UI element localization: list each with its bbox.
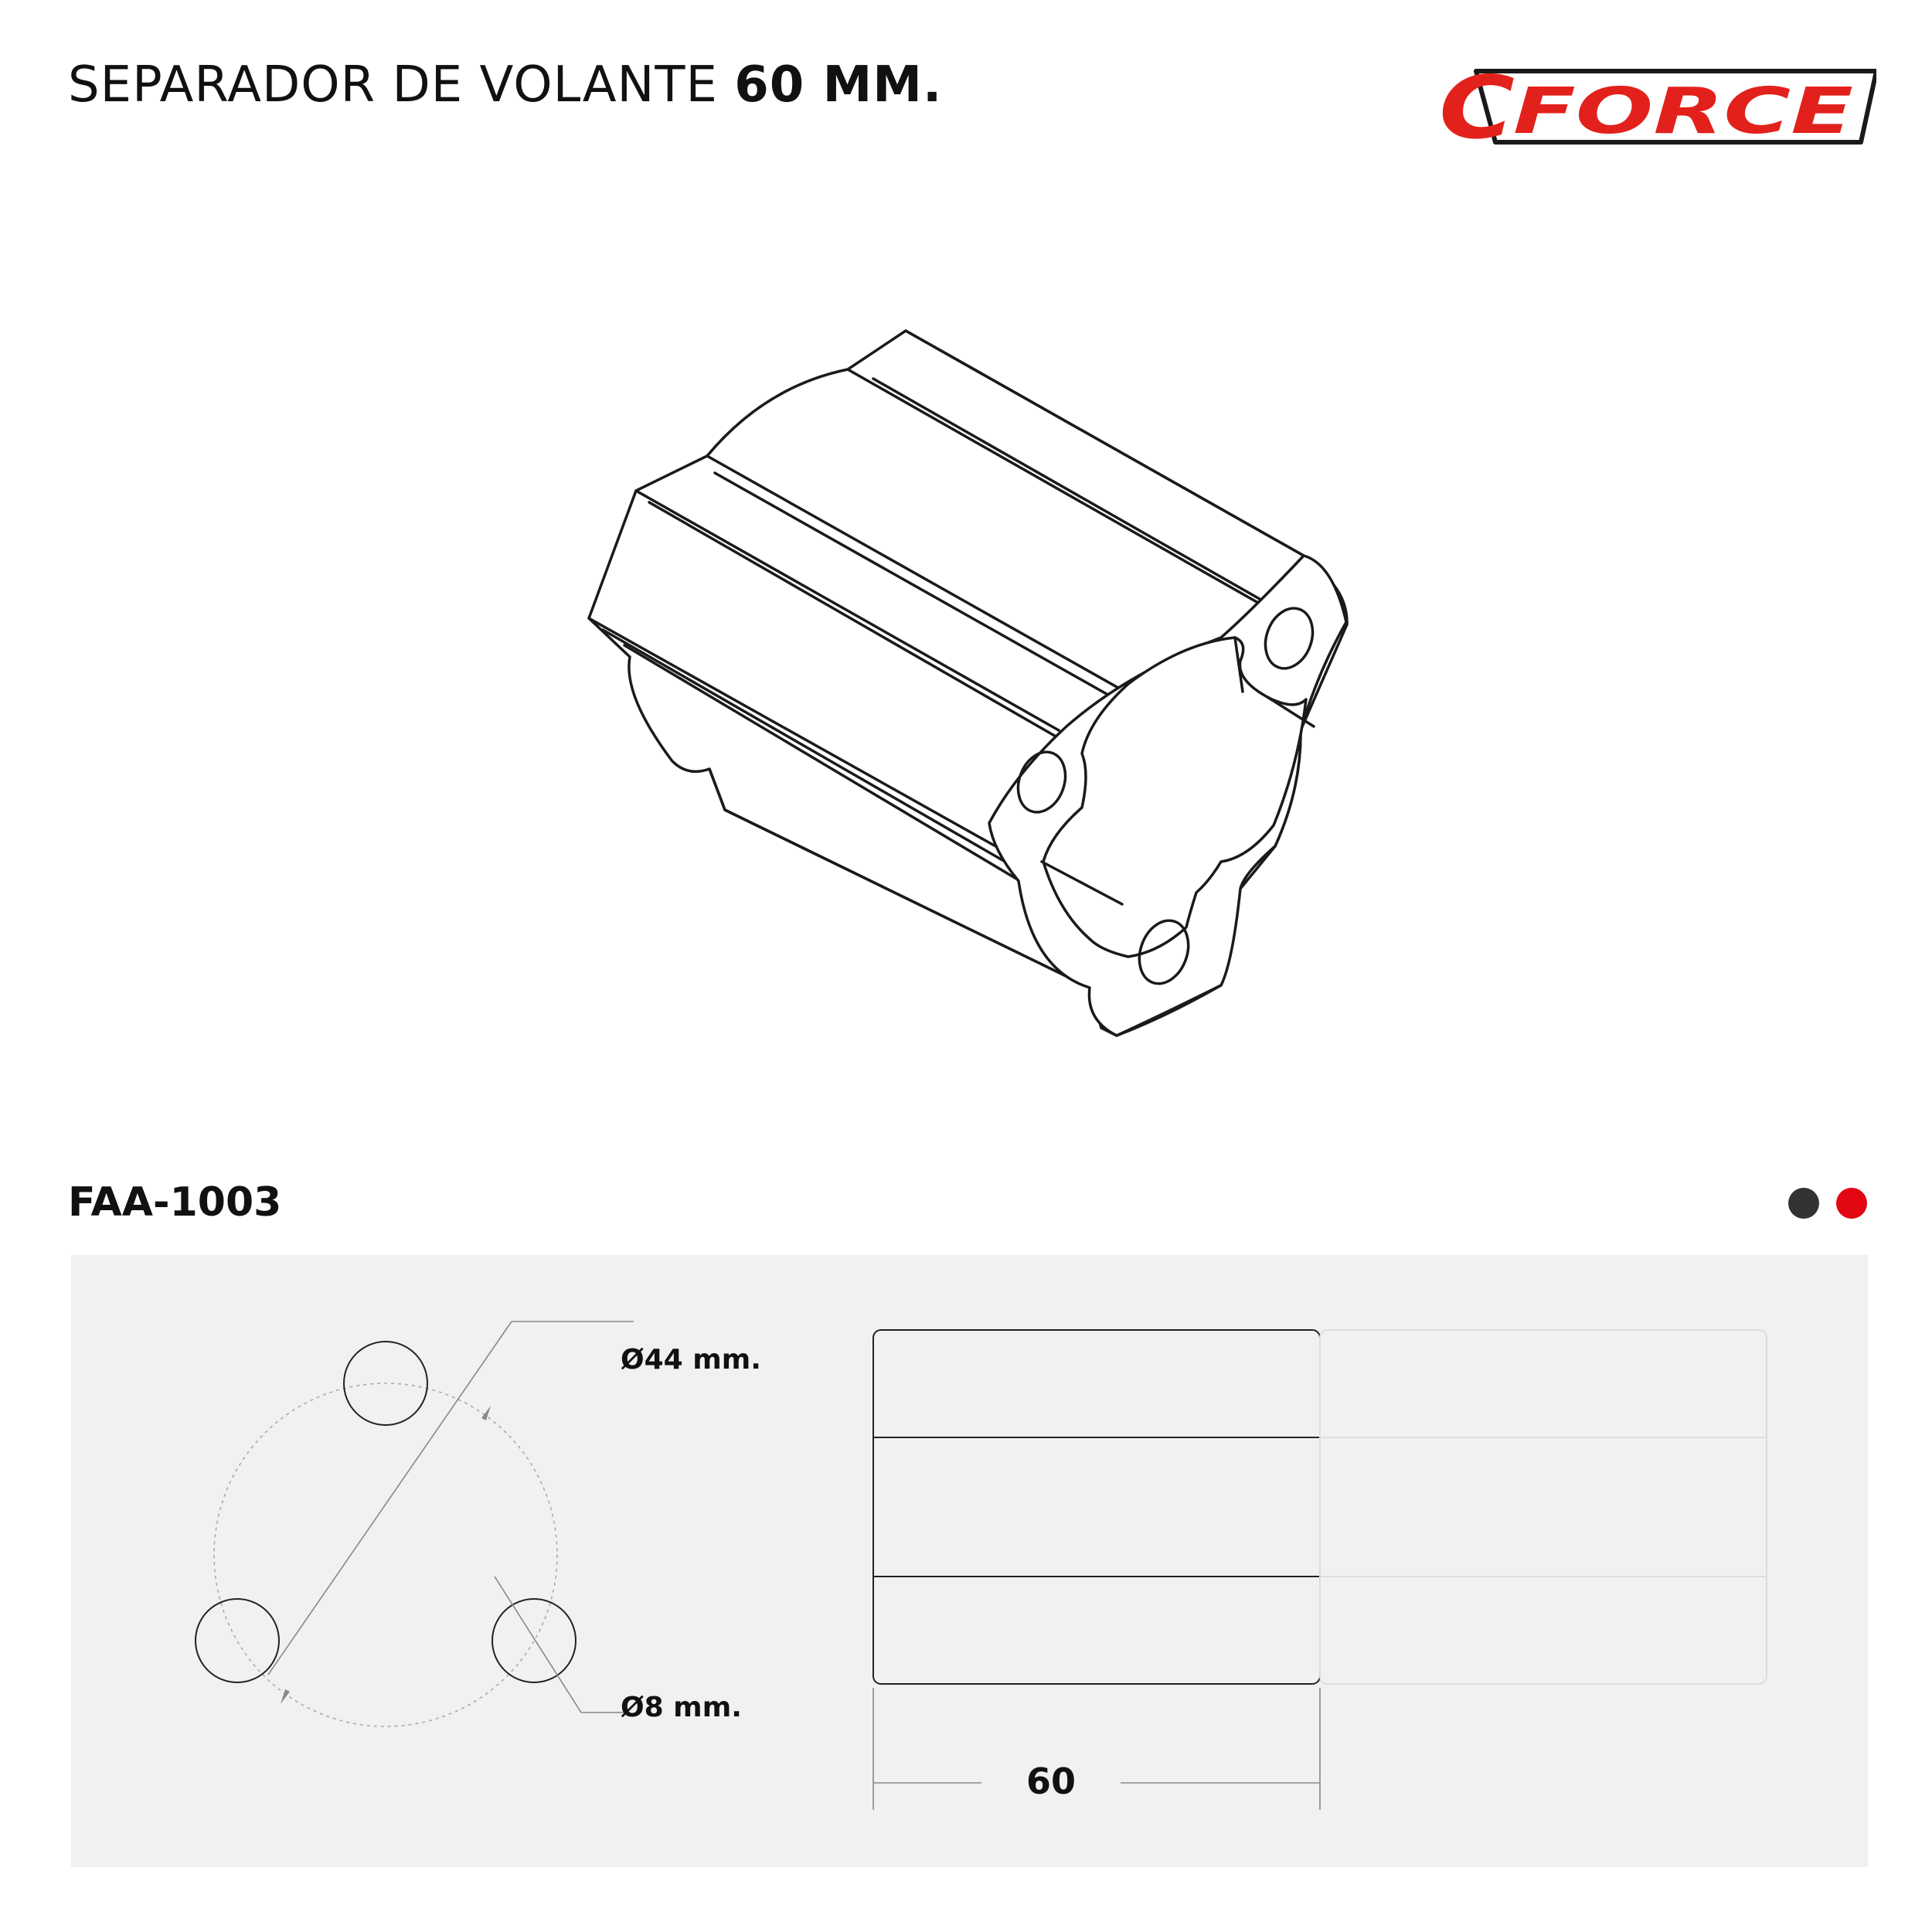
- svg-text:FORCE: FORCE: [1513, 75, 1853, 148]
- title-main: SEPARADOR DE VOLANTE: [68, 56, 735, 114]
- technical-drawing: [71, 1255, 1868, 1867]
- bolt-hole-circle-right: [492, 1599, 576, 1682]
- spacer-side-outline: [873, 1330, 1320, 1684]
- hole-dimension-line: [495, 1577, 626, 1713]
- svg-text:C: C: [1439, 66, 1515, 155]
- title-size: 60 MM.: [734, 56, 943, 114]
- pitch-circle: [214, 1383, 557, 1726]
- spacer-side-view: [873, 1330, 1767, 1810]
- product-code: FAA-1003: [68, 1179, 282, 1226]
- length-dimension-label: 60: [981, 1764, 1121, 1799]
- pcd-arrow-bottom: [281, 1689, 290, 1704]
- spacer-ghost-outline: [1320, 1330, 1767, 1684]
- technical-drawing-panel: [71, 1255, 1868, 1867]
- color-option-black[interactable]: [1788, 1188, 1819, 1219]
- pcd-dimension-line: [268, 1321, 634, 1675]
- pcd-label: Ø44 mm.: [621, 1344, 761, 1376]
- bolt-hole-circle-left: [196, 1599, 279, 1682]
- hole-diameter-label: Ø8 mm.: [621, 1692, 742, 1723]
- color-option-red[interactable]: [1836, 1188, 1867, 1219]
- bolt-pattern-front-view: [196, 1321, 634, 1726]
